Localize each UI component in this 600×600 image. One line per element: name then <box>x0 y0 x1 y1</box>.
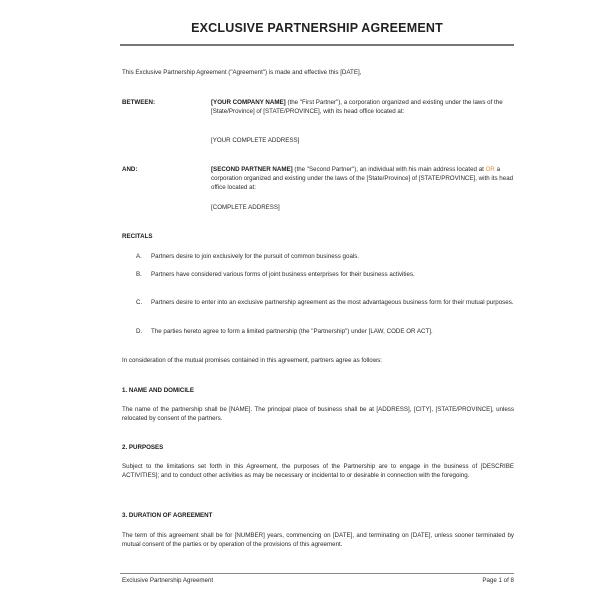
recital-item: The parties hereto agree to form a limited partnership (the "Partnership") under [LAW, CODE OR ACT]. <box>151 328 433 335</box>
first-partner-paragraph <box>211 98 514 116</box>
title-divider <box>120 44 514 46</box>
footer-document-name: Exclusive Partnership Agreement <box>122 577 214 584</box>
recital-letter: C. <box>136 299 143 306</box>
recital-letter: D. <box>136 328 143 335</box>
recital-letter: A. <box>136 253 142 260</box>
footer-divider <box>120 573 514 574</box>
second-partner-paragraph <box>211 165 514 192</box>
and-label: AND: <box>122 166 138 173</box>
footer-page-number: Page 1 of 8 <box>482 577 514 584</box>
section-heading: 2. PURPOSES <box>122 444 164 451</box>
or-highlight: OR <box>485 166 495 173</box>
first-partner-name: [YOUR COMPANY NAME] <box>211 99 286 106</box>
second-partner-address: [COMPLETE ADDRESS] <box>211 204 280 211</box>
recital-item: Partners have considered various forms of joint business enterprises for their business activities. <box>151 271 415 278</box>
section-heading: 3. DURATION OF AGREEMENT <box>122 512 213 519</box>
recital-item: Partners desire to join exclusively for the pursuit of common business goals. <box>151 253 360 260</box>
recitals-heading: RECITALS <box>122 233 153 240</box>
section-text: The term of this agreement shall be for [NUMBER] years, commencing on [DATE], and terminating on [DATE], unless sooner terminated by mutual consent of the parties or by operation of the provisions of this agreement. <box>122 532 514 548</box>
between-label: BETWEEN: <box>122 99 155 106</box>
document-title: EXCLUSIVE PARTNERSHIP AGREEMENT <box>191 21 443 35</box>
intro-paragraph: This Exclusive Partnership Agreement ("Agreement") is made and effective this [DATE], <box>122 69 362 76</box>
recital-item: Partners desire to enter into an exclusive partnership agreement as the most advantageous business form for their mutual purposes. <box>151 299 514 306</box>
section-text: The name of the partnership shall be [NAME]. The principal place of business shall be at [ADDRESS], [CITY], [STATE/PROVINCE], unless relocated by consent of the partners. <box>122 406 514 422</box>
first-partner-text: (the "First Partner"), a corporation organized and existing under the laws of the [State/Province] of [STATE/PROVINCE], with its head office located at: <box>211 99 503 115</box>
section-heading: 1. NAME AND DOMICILE <box>122 387 194 394</box>
consideration-paragraph: In consideration of the mutual promises contained in this agreement, partners agree as follows: <box>122 357 383 364</box>
first-partner-address: [YOUR COMPLETE ADDRESS] <box>211 137 300 144</box>
second-partner-name: [SECOND PARTNER NAME] <box>211 166 293 173</box>
second-partner-text-before: (the "Second Partner"), an individual with his main address located at <box>292 166 486 173</box>
second-partner-text-after: a corporation organized and existing under the laws of the [State/Province] of [STATE/PROVINCE], with its head office located at: <box>211 166 514 191</box>
recital-letter: B. <box>136 271 142 278</box>
section-text: Subject to the limitations set forth in this Agreement, the purposes of the Partnership are to engage in the business of [DESCRIBE ACTIVITIES]; and to conduct other activities as may be necessary or incidental to or desirable in connection with the foregoing. <box>122 463 514 479</box>
